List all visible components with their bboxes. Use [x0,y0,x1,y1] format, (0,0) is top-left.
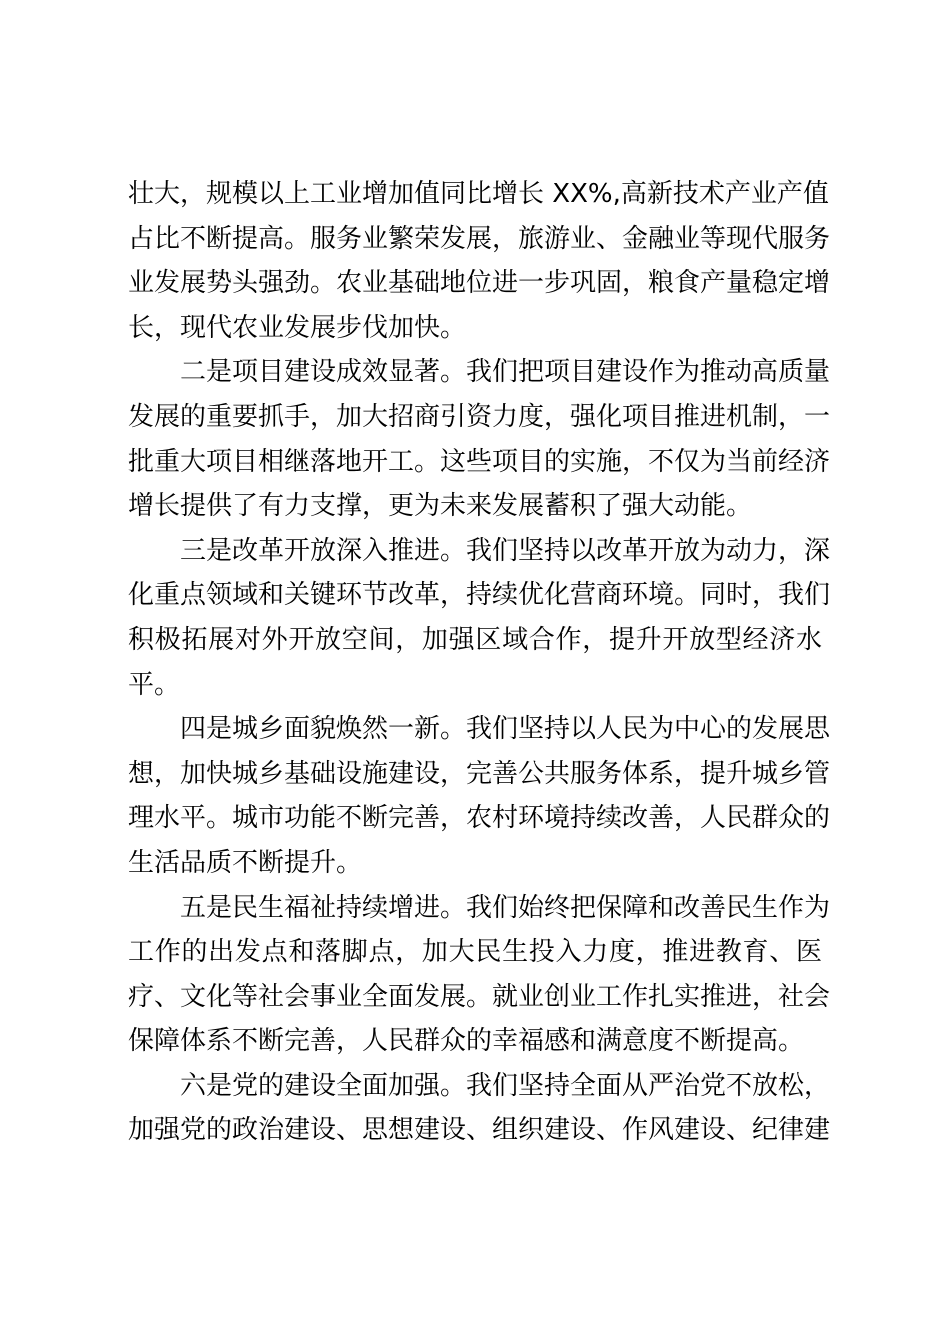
text-line: 想，加快城乡基础设施建设，完善公共服务体系，提升城乡管 [128,758,831,789]
text-line: 加强党的政治建设、思想建设、组织建设、作风建设、纪律建 [128,1115,831,1146]
text-line: 化重点领域和关键环节改革，持续优化营商环境。同时，我们 [128,580,831,611]
text-line: 保障体系不断完善，人民群众的幸福感和满意度不断提高。 [128,1026,805,1057]
paragraph-projects [128,350,831,528]
text-line: 壮大，规模以上工业增加值同比增长 XX%,高新技术产业产值 [128,179,829,209]
text-line: 二是项目建设成效显著。我们把项目建设作为推动高质量 [180,357,831,388]
text-line: 工作的出发点和落脚点，加大民生投入力度，推进教育、医 [128,937,822,968]
text-line: 积极拓展对外开放空间，加强区域合作，提升开放型经济水 [128,624,822,655]
paragraph-reform [128,529,831,707]
text-line: 疗、文化等社会事业全面发展。就业创业工作扎实推进，社会 [128,981,831,1012]
text-line: 增长提供了有力支撑，更为未来发展蓄积了强大动能。 [128,491,753,522]
document-body [128,172,831,1153]
text-line: 业发展势头强劲。农业基础地位进一步巩固，粮食产量稳定增 [128,268,831,299]
text-line: 平。 [128,669,181,700]
text-line: 三是改革开放深入推进。我们坚持以改革开放为动力，深 [180,535,831,566]
paragraph-livelihood [128,886,831,1064]
text-line: 长，现代农业发展步伐加快。 [128,312,467,343]
text-line: 生活品质不断提升。 [128,847,363,878]
text-line: 五是民生福祉持续增进。我们始终把保障和改善民生作为 [180,892,831,923]
paragraph-urban-rural [128,707,831,885]
text-line: 四是城乡面貌焕然一新。我们坚持以人民为中心的发展思 [180,714,831,745]
text-line: 理水平。城市功能不断完善，农村环境持续改善，人民群众的 [128,803,831,834]
text-line: 发展的重要抓手，加大招商引资力度，强化项目推进机制，一 [128,401,831,432]
text-line: 六是党的建设全面加强。我们坚持全面从严治党不放松， [180,1070,831,1101]
text-line: 占比不断提高。服务业繁荣发展，旅游业、金融业等现代服务 [128,223,831,254]
paragraph-industry [128,172,831,350]
paragraph-party-building [128,1064,831,1153]
text-line: 批重大项目相继落地开工。这些项目的实施，不仅为当前经济 [128,446,831,477]
